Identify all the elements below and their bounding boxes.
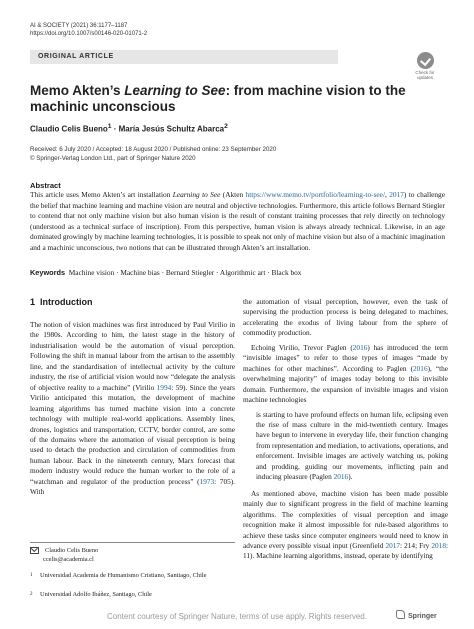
keywords-label: Keywords — [30, 268, 66, 277]
title-part: Memo Akten’s — [30, 83, 125, 98]
text-span: : 59). Since the years Virilio anticipated this mutation, the development of machine learning algorithms has turned machine vision into a concrete technology with multiple real-world applications. Assembly lines, drones, logistics and transportation, CCTV, border control, are some of the domains where the automation of visual perception is being used to detach the production and circulation of commodities from human labour. Back in the nineteenth century, Marx forecast that modern industry would reduce the human worker to the role of a “watchman and regulator of the production process” ( — [30, 382, 235, 486]
left-column — [30, 320, 235, 498]
abstract-text — [30, 190, 445, 254]
check-updates-label: Check for updates — [415, 70, 435, 80]
email-icon — [30, 547, 39, 554]
keywords — [30, 268, 445, 277]
affiliation-marker: 1 — [107, 123, 112, 130]
publisher-name: Springer — [408, 613, 437, 620]
section-title: Introduction — [40, 297, 93, 307]
citation-link[interactable]: 1973 — [199, 476, 215, 486]
abstract-span: , — [385, 190, 390, 199]
title-part: : from machine vision to the machinic unconscious — [30, 83, 406, 114]
separator: · — [111, 124, 119, 134]
section-heading — [30, 297, 93, 307]
corresponding-email[interactable]: ccelis@academia.cl — [43, 555, 94, 563]
text-span: ) has introduced the term “invisible images” to refer to those types of images “made by machines for other machines”. According to Paglen ( — [243, 342, 448, 373]
citation-link[interactable]: 2016 — [352, 342, 368, 352]
citation-link[interactable]: 1994 — [156, 382, 172, 392]
paragraph: the automation of visual perception, however, even the task of supervising the production process is being delegated to machines, accelerating the exodus of living labour from the sphere of commodity production. — [243, 297, 448, 338]
title-italic: Learning to See — [124, 83, 226, 98]
affiliation-text: Universidad Adolfo Ibáñez, Santiago, Chile — [40, 591, 152, 598]
keywords-list: Machine vision · Machine bias · Bernard Stiegler · Algorithmic art · Black box — [68, 268, 302, 277]
affiliation-2 — [30, 591, 235, 600]
abstract-span: This article uses Memo Akten’s art installation — [30, 190, 173, 199]
text-span: The notion of vision machines was first introduced by Paul Virilio in the 1980s. According to him, the latest stage in the history of industrialisation would be the automation of visual perception. Following the shift in manual labour from the artisan to the assembly line, and the standardisation of intellectual activity by the culture industry, the rise of artificial vision would now “delegate the analysis of objective reality to a machine” (Virilio — [30, 320, 235, 392]
text-span: : 11). Machine learning algorithms, instead, operate by identifying — [243, 540, 448, 561]
block-quote — [256, 410, 448, 483]
check-updates-icon — [417, 52, 434, 69]
affiliation-text: Universidad Academia de Humanismo Cristiano, Santiago, Chile — [40, 572, 207, 579]
article-title — [30, 83, 430, 115]
footnote-divider — [30, 542, 235, 543]
right-column — [243, 297, 448, 566]
paragraph — [243, 343, 448, 406]
copyright-line: © Springer-Verlag London Ltd., part of Springer Nature 2020 — [30, 154, 196, 162]
check-for-updates-button[interactable] — [410, 52, 440, 80]
doi-link[interactable]: https://doi.org/10.1007/s00146-020-01071-2 — [30, 31, 148, 37]
abstract-span: ) to challenge the belief that machine learning and machine vision are neutral and objective technologies. Furthermore, this article follows Bernard Stiegler to contend that not only machine vision but also human vision is the result of constant training processes that rely directly on technology (understood as a technical surface of inscription). From this perspective, human vision is always already technical. Likewise, in an age dominated growingly by machine learning technologies, it is possible to speak not only of machine vision but also of a machinic imagination and a machinic unconscious, two notions that can be illustrated through Akten’s art installation. — [30, 190, 445, 252]
history-dates: Received: 6 July 2020 / Accepted: 18 August 2020 / Published online: 23 September 2020 — [30, 146, 277, 153]
paragraph — [243, 489, 448, 562]
citation-link[interactable]: 2018 — [431, 540, 446, 550]
author-name[interactable]: María Jesús Schultz Abarca — [118, 124, 225, 134]
paragraph — [30, 320, 235, 498]
journal-citation: AI & SOCIETY (2021) 36:1177–1187 — [30, 23, 128, 29]
citation-link[interactable]: 2017 — [385, 540, 401, 550]
text-span: ). — [348, 472, 353, 482]
affiliation-1 — [30, 572, 235, 581]
courtesy-notice: Content courtesy of Springer Nature, terms of use apply. Rights reserved. — [107, 612, 367, 621]
text-span: ), “the overwhelming majority” of images today belong to this invisible domain. Furthermore, the expansion of invisible images and vision machine technologies — [243, 363, 448, 405]
text-span: As mentioned above, machine vision has been made possible mainly due to significant progress in the field of machine learning algorithms. The complexities of visual perception and image recognition make it almost impossible for rule-based algorithms to achieve these tasks since computer engineers would need to know in advance every possible visual input (Greenfield — [243, 488, 448, 550]
text-span: : 214; Fry — [400, 540, 432, 550]
section-number: 1 — [30, 297, 36, 307]
abstract-heading: Abstract — [30, 181, 61, 190]
journal-header — [30, 22, 147, 38]
article-type-badge: ORIGINAL ARTICLE — [30, 50, 338, 64]
author-name[interactable]: Claudio Celis Bueno — [30, 124, 108, 134]
citation-link[interactable]: 2016 — [413, 363, 428, 373]
affiliation-marker: 2 — [224, 123, 228, 130]
corresponding-name: Claudio Celis Bueno — [45, 547, 99, 554]
footnote-number: 1 — [30, 573, 33, 578]
authors — [30, 123, 228, 134]
abstract-span: (Akten — [220, 190, 246, 199]
text-span: is starting to have profound effects on human life, eclipsing even the rise of mass culture in the mid-twentieth century. Images have begun to intervene in everyday life, their function changing from representation and mediation, to activations, operations, and enforcement. Invisible images are actively watching us, poking and prodding, guiding our movements, inflicting pain and inducing pleasure (Paglen — [256, 409, 448, 482]
text-span: Echoing Virilio, Trevor Paglen ( — [251, 342, 353, 352]
article-dates — [30, 146, 276, 163]
corresponding-author — [30, 547, 235, 564]
citation-link[interactable]: 2016 — [333, 472, 349, 482]
abstract-italic: Learning to See — [172, 190, 221, 199]
artwork-link[interactable]: https://www.memo.tv/portfolio/learning-to-see/ — [245, 190, 385, 199]
footnote-number: 2 — [30, 592, 33, 597]
citation-link[interactable]: 2017 — [389, 190, 404, 199]
text-span: : 705). With — [30, 476, 235, 497]
